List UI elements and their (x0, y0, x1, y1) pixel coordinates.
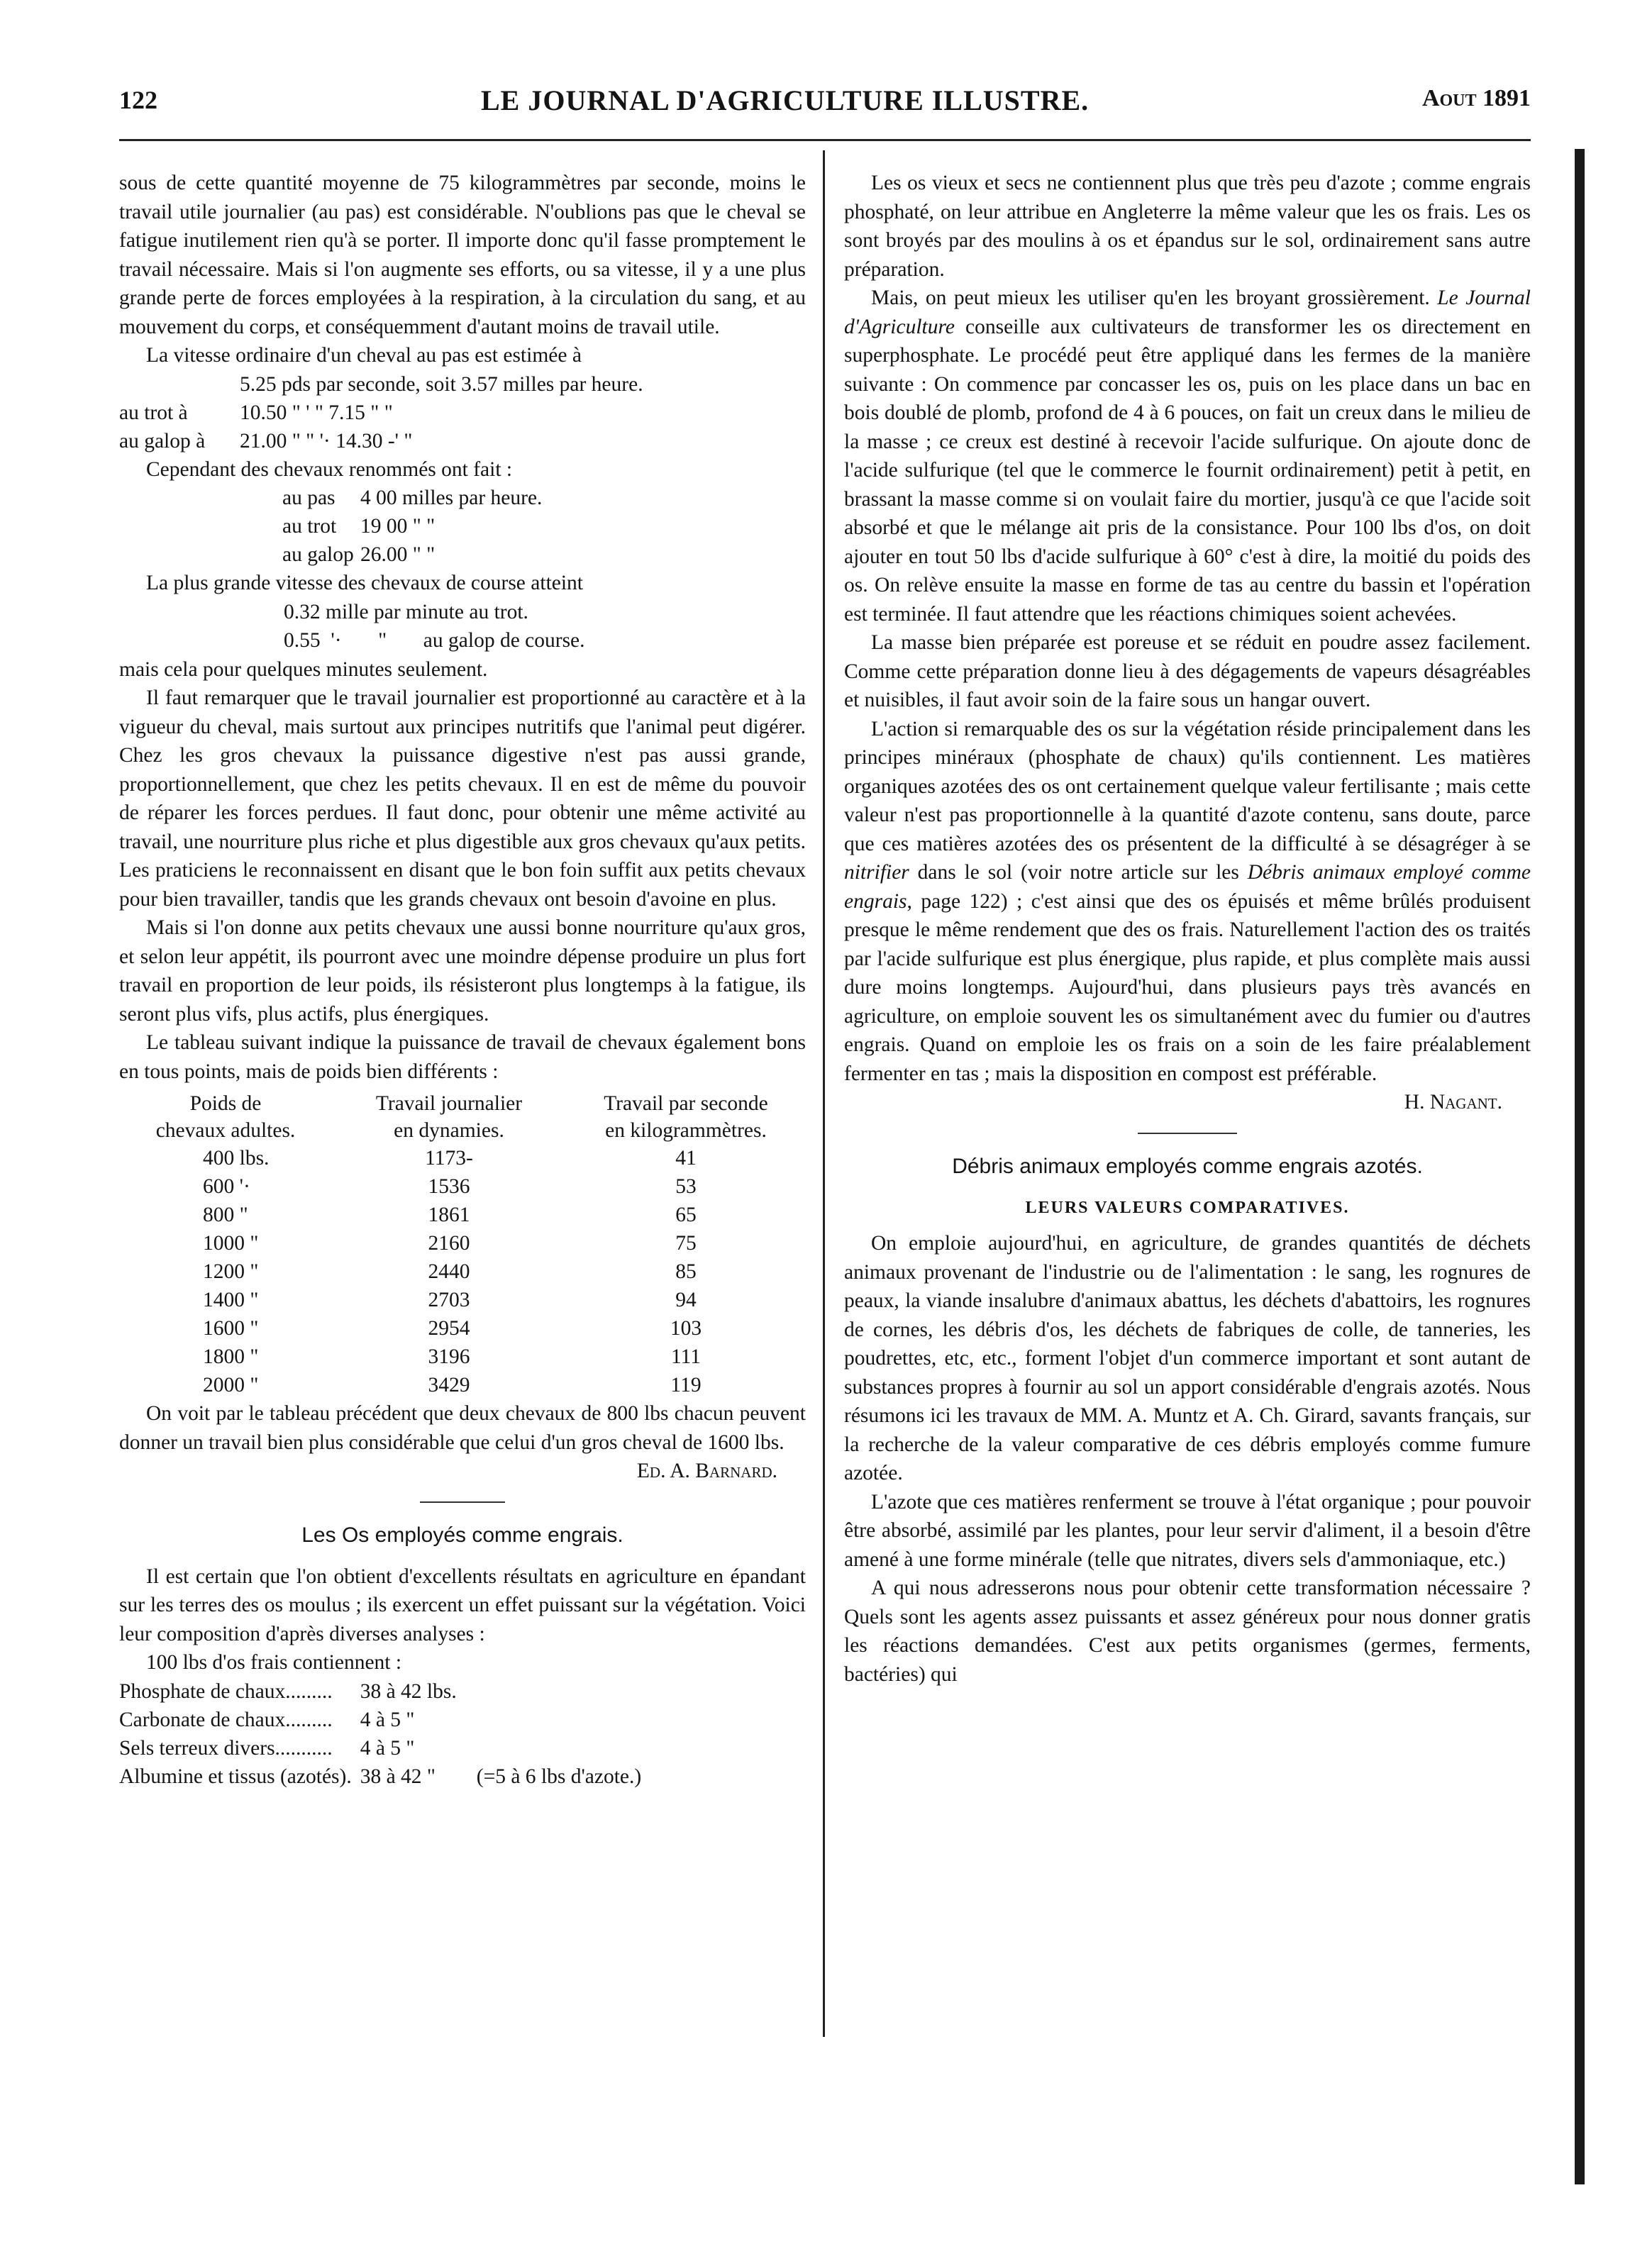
paragraph: Mais si l'on donne aux petits chevaux une aussi bonne nourriture qu'aux gros, et selon leur appétit, ils pourront avec une moindre dépense produire un plus fort travail en proportion de leur poids, ils résisteront plus longtemps à la fatigue, ils seront plus vifs, plus actifs, plus énergiques. (119, 916, 806, 1026)
speed-gait: au galop à (119, 429, 206, 452)
journal-reference: Le Journal d'Agriculture (844, 287, 1531, 338)
table-row (119, 1677, 641, 1706)
race-line: 0.32 mille par minute au trot. (284, 600, 528, 623)
cell-per-second: 65 (675, 1204, 697, 1226)
cell-weight: 1800 " (203, 1345, 259, 1368)
gait-value: 19 00 " " (360, 515, 436, 538)
paragraph: Il faut remarquer que le travail journalier est proportionné au caractère et à la vigueur du cheval, mais surtout aux principes nutritifs que l'animal peut digérer. Chez les gros chevaux la puissance digestive n'est pas aussi grande, proportionnellement, que chez les petits chevaux. Il en est de même du pouvoir de réparer les forces perdues. Il faut donc, pour obtenir une même activité au travail, une nourriture plus riche et plus digestible aux gros chevaux qu'aux petits. Les praticiens le reconnaissent en disant que le bon foin suffit aux petits chevaux pour bien travailler, tandis que les grands chevaux ont besoin d'avoine en plus. (119, 687, 806, 911)
header-line: en dynamies. (394, 1119, 504, 1142)
scan-edge-bar (1575, 149, 1585, 2184)
component-note (457, 1677, 641, 1706)
paragraph: mais cela pour quelques minutes seulement. (119, 657, 488, 681)
cell-weight: 400 lbs. (203, 1147, 270, 1170)
table-row (119, 1201, 806, 1229)
header-line: en kilogrammètres. (605, 1119, 767, 1142)
component-name: Carbonate de chaux......... (119, 1708, 333, 1731)
header-line: chevaux adultes. (155, 1119, 296, 1142)
cell-per-second: 94 (675, 1289, 697, 1311)
component-name: Phosphate de chaux......... (119, 1679, 333, 1703)
header-line: Travail par seconde (604, 1092, 768, 1115)
table-row (119, 1343, 806, 1371)
header-rule (119, 139, 1531, 141)
cell-weight: 1200 " (203, 1260, 259, 1283)
table-row (119, 1257, 806, 1286)
paragraph: 100 lbs d'os frais contiennent : (146, 1651, 402, 1674)
speed-gait: au trot à (119, 401, 188, 424)
text-run: dans le sol (voir notre article sur les (909, 861, 1248, 884)
paragraph: A qui nous adresserons nous pour obtenir cette transformation nécessaire ? Quels sont les agents assez puissants et assez généreux pour nous donner gratis les réactions demandées. C'est aux petits organismes (germes, ferments, bactéries) qui (844, 1577, 1531, 1686)
table-row (119, 1734, 641, 1762)
section-title: Les Os employés comme engrais. (301, 1523, 623, 1547)
author-signature: H. Nagant. (1404, 1091, 1502, 1113)
table-row (119, 1144, 806, 1172)
column-header (566, 1090, 806, 1144)
article-reference: Débris animaux employé comme engrais (844, 861, 1531, 913)
paragraph: La vitesse ordinaire d'un cheval au pas est estimée à (146, 344, 582, 367)
component-amount: 4 à 5 " (360, 1736, 415, 1760)
text-run: L'action si remarquable des os sur la végétation réside principalement dans les principes minéraux (phosphate de chaux) qu'ils contiennent. Les matières organiques azotées des os ont certainement quelque valeur fertilisante ; mais cette valeur n'est pas proportionnelle à la quantité d'azote contenu, sans doute, parce que ces matières azotées des os présentent de la difficulté à se désagréger à se (844, 717, 1531, 855)
speed-value: 21.00 " " '· 14.30 -' " (240, 429, 413, 452)
cell-daily-work: 1536 (428, 1175, 470, 1198)
section-separator (420, 1501, 505, 1503)
cell-daily-work: 2160 (428, 1232, 470, 1255)
speed-value: 10.50 " ' " 7.15 " " (240, 401, 393, 424)
column-header (119, 1090, 332, 1144)
text-run: , page 122) ; c'est ainsi que des os épuisés et même brûlés produisent presque le même rendement que des os frais. Naturellement l'action des os traités par l'acide sulfurique est plus énergique, plus rapide, et plus complète mais aussi dure moins longtemps. Aujourd'hui, dans plusieurs pays très avancés en agriculture, on emploie souvent les os simultanément avec du fumier ou d'autres engrais. Quand on emploie les os frais on a soin de les faire préalablement fermenter en tas ; mais la disposition en compost est préférable. (844, 889, 1531, 1085)
race-speeds (119, 598, 806, 655)
journal-title: LE JOURNAL D'AGRICULTURE ILLUSTRE. (481, 84, 1090, 116)
table-row (119, 1229, 806, 1257)
paragraph: Il est certain que l'on obtient d'excellents résultats en agriculture en épandant sur les terres des os moulus ; ils exercent un effet puissant sur la végétation. Voici leur composition d'après diverses analyses : (119, 1565, 806, 1645)
author-signature: Ed. A. Barnard. (636, 1460, 777, 1482)
table-row (119, 1172, 806, 1201)
gait-value: 4 00 milles par heure. (360, 487, 543, 509)
cell-daily-work: 1173- (425, 1147, 473, 1170)
cell-per-second: 41 (675, 1147, 697, 1170)
section-separator (1138, 1133, 1237, 1134)
page-header (119, 79, 1531, 122)
component-name: Albumine et tissus (azotés). (119, 1765, 352, 1788)
component-note (457, 1706, 641, 1734)
table-row (119, 1706, 641, 1734)
cell-per-second: 103 (670, 1317, 702, 1340)
paragraph: La plus grande vitesse des chevaux de course atteint (146, 572, 583, 594)
issue-date: Aout 1891 (1421, 85, 1531, 111)
table-header-row (119, 1090, 806, 1144)
cell-weight: 1600 " (203, 1317, 259, 1340)
paragraph: On emploie aujourd'hui, en agriculture, de grandes quantités de déchets animaux provenant de l'industrie ou de l'alimentation : le sang, les rognures de peaux, la viande insalubre d'animaux abattus, les déchets d'abattoirs, les rognures de cornes, les débris d'os, les déchets de fabriques de colle, de tanneries, les poudrettes, etc, etc., forment l'objet d'un commerce important et sont autant de substances propres à fournir au sol un apport considérable d'engrais azotés. Nous résumons ici les travaux de MM. A. Muntz et A. Ch. Girard, savants français, sur la recherche de la valeur comparative de ces débris employés comme fumure azotée. (844, 1232, 1531, 1484)
paragraph (844, 715, 1531, 1089)
gait-label: au pas (282, 487, 336, 509)
text-run: Mais, on peut mieux les utiliser qu'en les broyant grossièrement. (871, 287, 1438, 309)
cell-daily-work: 2703 (428, 1289, 470, 1311)
table-row (119, 1314, 806, 1343)
text-run: conseille aux cultivateurs de transformer les os directement en superphosphate. Le procédé peut être appliqué dans les fermes de la manière suivante : On commence par concasser les os, puis on les place dans un bac en bois doublé de plomb, profond de 4 à 6 pouces, on fait un creux dans le milieu de la masse ; ce creux est destiné à recevoir l'acide sulfurique. On ajoute donc de l'acide sulfurique (tel que le commerce le fournit ordinairement) petit à petit, en brassant la masse comme si on voulait faire du mortier, jusqu'à ce que l'acide soit absorbé et que le mélange ait pris de la consistance. Pour 100 lbs d'os, on doit ajouter en tout 50 lbs d'acide sulfurique à 60° c'est à dire, la moitié du poids des os. On relève ensuite la masse en forme de tas au centre du bassin et l'opération est terminée. Il faut attendre que les réactions chimiques soient achevées. (844, 315, 1531, 626)
table-row (282, 512, 542, 540)
right-column (844, 169, 1531, 1689)
column-header (332, 1090, 566, 1144)
component-note (457, 1734, 641, 1762)
component-amount: 38 à 42 " (360, 1765, 436, 1788)
speed-gait (119, 370, 226, 399)
section-title: Débris animaux employés comme engrais azotés. (952, 1154, 1423, 1178)
table-row (282, 484, 542, 512)
cell-per-second: 75 (675, 1232, 697, 1255)
paragraph (844, 284, 1531, 628)
component-amount: 38 à 42 lbs. (360, 1679, 457, 1703)
cell-weight: 800 " (203, 1204, 248, 1226)
cell-daily-work: 2440 (428, 1260, 470, 1283)
component-name: Sels terreux divers........... (119, 1736, 333, 1760)
paragraph: La masse bien préparée est poreuse et se réduit en poudre assez facilement. Comme cette préparation donne lieu à des dégagements de vapeurs désagréables et nuisibles, il faut avoir soin de la faire sous un hangar ouvert. (844, 631, 1531, 711)
composition-table (119, 1677, 641, 1791)
gait-value: 26.00 " " (360, 543, 436, 566)
cell-daily-work: 3429 (428, 1374, 470, 1396)
cell-per-second: 53 (675, 1175, 697, 1198)
header-line: Travail journalier (375, 1092, 523, 1115)
speed-value: 5.25 pds par seconde, soit 3.57 milles par heure. (240, 372, 643, 396)
paragraph: sous de cette quantité moyenne de 75 kilogrammètres par seconde, moins le travail utile journalier (au pas) est considérable. N'oublions pas que le cheval se fatigue inutilement rien qu'à se porter. Il importe donc qu'il fasse promptement le travail nécessaire. Mais si l'on augmente ses efforts, ou sa vitesse, il y a une plus grande perte de forces employées à la respiration, à la circulation du sang, et au mouvement du corps, et conséquemment d'autant moins de travail utile. (119, 172, 806, 338)
paragraph: On voit par le tableau précédent que deux chevaux de 800 lbs chacun peuvent donner un travail bien plus considérable que celui d'un gros cheval de 1600 lbs. (119, 1402, 806, 1454)
cell-daily-work: 1861 (428, 1204, 470, 1226)
column-divider (823, 150, 825, 2037)
table-row (119, 427, 806, 455)
cell-weight: 600 '· (203, 1175, 250, 1198)
table-row (119, 370, 806, 399)
race-line: 0.55 '· " au galop de course. (284, 629, 585, 652)
header-line: Poids de (189, 1092, 262, 1115)
paragraph: Les os vieux et secs ne contiennent plus que très peu d'azote ; comme engrais phosphaté, on leur attribue en Angleterre la même valeur que les os frais. Les os sont broyés par des moulins à os et épandus sur le sol, ordinairement sans autre préparation. (844, 172, 1531, 281)
table-row (282, 540, 542, 569)
page-number: 122 (119, 86, 157, 114)
cell-per-second: 85 (675, 1260, 697, 1283)
table-row (119, 399, 806, 427)
paragraph: Le tableau suivant indique la puissance de travail de chevaux également bons en tous points, mais de poids bien différents : (119, 1031, 806, 1083)
table-row (119, 1286, 806, 1314)
paragraph: L'azote que ces matières renferment se trouve à l'état organique ; pour pouvoir être absorbé, assimilé par les plantes, pour leur servir d'aliment, il a besoin d'être amené à une forme minérale (telle que nitrates, divers sels d'ammoniaque, etc.) (844, 1490, 1531, 1571)
table-row (119, 1371, 806, 1399)
cell-weight: 1000 " (203, 1232, 259, 1255)
gait-label: au galop (282, 543, 354, 566)
work-table (119, 1090, 806, 1399)
table-row (119, 1762, 641, 1791)
paragraph: Cependant des chevaux renommés ont fait : (146, 457, 513, 481)
cell-daily-work: 2954 (428, 1317, 470, 1340)
emphasis: nitrifier (844, 861, 909, 884)
cell-per-second: 119 (670, 1374, 702, 1396)
famous-speed-table (282, 484, 542, 569)
cell-daily-work: 3196 (428, 1345, 470, 1368)
speed-table (119, 370, 806, 455)
left-column (119, 169, 806, 1791)
component-note: (=5 à 6 lbs d'azote.) (476, 1765, 642, 1788)
section-subtitle: LEURS VALEURS COMPARATIVES. (1025, 1198, 1350, 1217)
component-amount: 4 à 5 " (360, 1708, 415, 1731)
cell-weight: 2000 " (203, 1374, 259, 1396)
cell-weight: 1400 " (203, 1289, 259, 1311)
gait-label: au trot (282, 515, 337, 538)
cell-per-second: 111 (670, 1345, 702, 1368)
